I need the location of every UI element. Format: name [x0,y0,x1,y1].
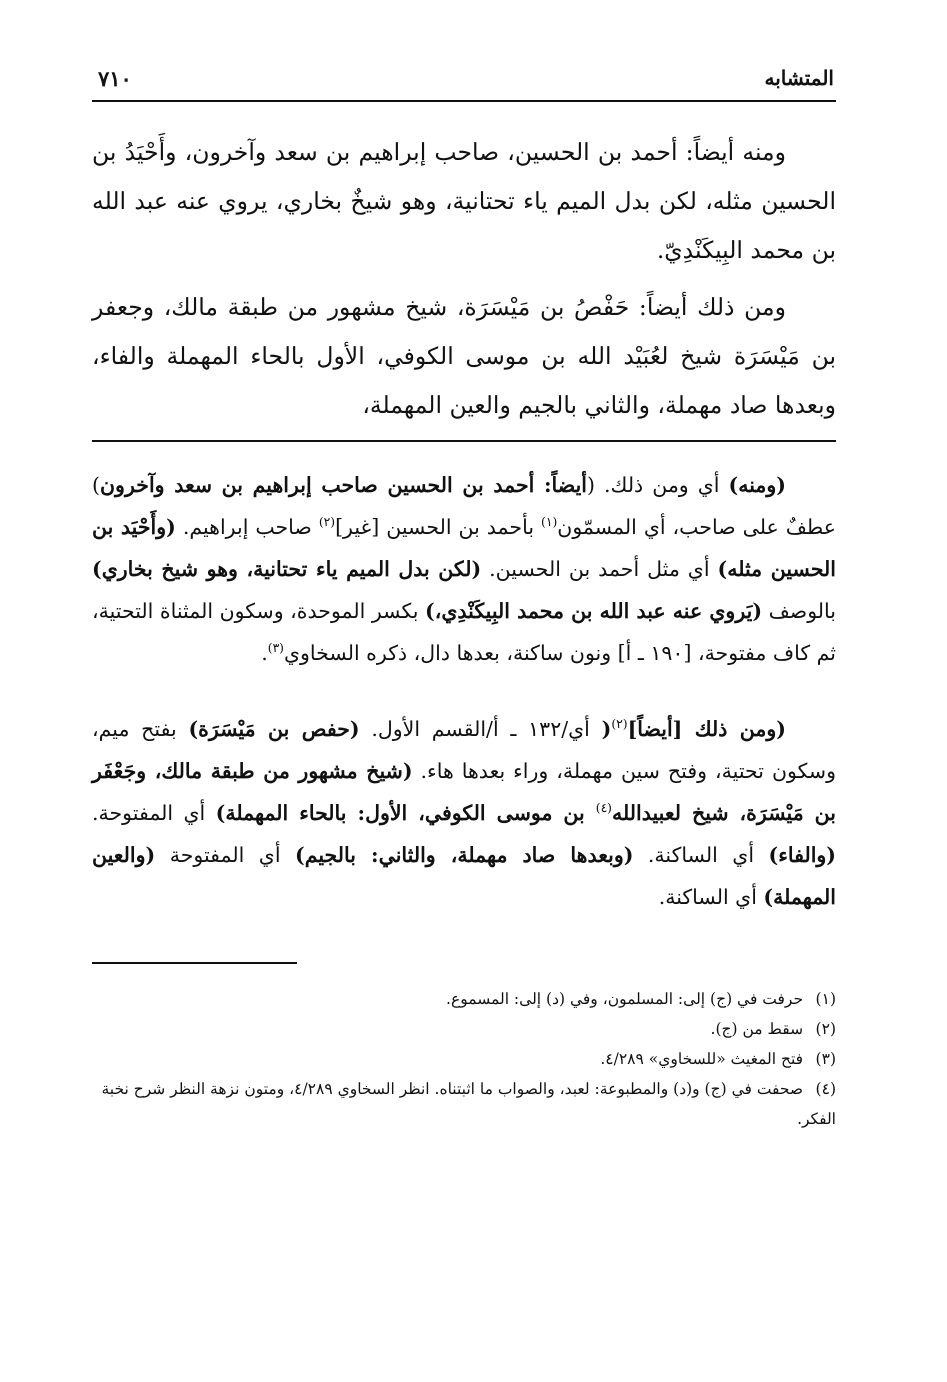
quoted-matn: (والعين المهملة) [92,843,836,909]
footnote-number: (٤) [815,1080,836,1098]
quoted-matn: (ومن ذلك [أيضاً] [627,717,786,741]
footnote [92,984,836,1014]
quoted-matn: بن موسى الكوفي، الأول: بالحاء المهملة) [215,801,596,825]
commentary-paragraph-2 [92,708,836,918]
footnote [92,1014,836,1044]
quoted-matn: ( [601,717,612,741]
commentary-text: أي مثل أحمد بن الحسين. [481,557,718,581]
commentary-paragraph-1 [92,464,836,674]
commentary-text: ) عطفٌ على صاحب، أي المسمّون [92,473,836,539]
footnotes [92,984,836,1134]
commentary-text: بالوصف [762,599,837,623]
footnote-text: فتح المغيث «للسخاوي» ٤/٢٨٩. [600,1050,808,1068]
quoted-matn: أيضاً: أحمد بن الحسين صاحب إبراهيم بن سعد وآخرون [100,473,587,497]
quoted-matn: (وأَحْيَد بن الحسين مثله) [92,515,837,581]
commentary-text: . [261,641,268,665]
footnote [92,1044,836,1074]
footnote-section [92,962,836,1134]
footnote-text: سقط من (ج). [710,1020,808,1038]
commentary-text: أي المفتوحة [155,843,295,867]
quoted-matn: (لكن بدل الميم ياء تحتانية، وهو شيخ بخاري) [92,557,482,581]
quoted-matn: (والفاء) [768,843,836,867]
quoted-matn: (وبعدها صاد مهملة، والثاني: بالجيم) [295,843,634,867]
commentary-text: بفتح ميم، وسكون تحتية، وفتح سين مهملة، وراء بعدها هاء. [92,717,836,783]
footnote-ref: (٢) [611,717,628,732]
commentary-text: بأحمد بن الحسين [غير] [335,515,542,539]
commentary-text: أي الساكنة. [658,885,764,909]
footnote-number: (٣) [815,1050,836,1068]
commentary-text: أي/١٣٢ ـ أ/القسم الأول. [359,717,602,741]
footnote-ref: (٢) [318,515,336,530]
commentary-text: أي المفتوحة. [92,801,216,825]
footnote-text: حرفت في (ج) إلى: المسلمون، وفي (د) إلى: المسموع. [446,990,808,1008]
text-divider [92,440,836,442]
quoted-matn: (ومنه) [728,473,786,497]
footnote-rule [92,962,297,964]
quoted-matn: (يَروي عنه عبد الله بن محمد البِيكَنْدِي،) [425,599,763,623]
main-paragraph-2: ومن ذلك أيضاً: حَفْصُ بن مَيْسَرَة، شيخ مشهور من طبقة مالك، وجعفر بن مَيْسَرَة شيخ لعُبَيْد الله بن موسى الكوفي، الأول بالحاء المهملة والفاء، وبعدها صاد مهملة، والثاني بالجيم والعين المهملة، [92,293,836,419]
footnote-ref: (٣) [267,641,284,656]
footnote [92,1074,836,1134]
footnote-number: (٢) [815,1020,836,1038]
commentary-text: صاحب إبراهيم. [175,515,319,539]
footnote-text: صحفت في (ج) و(د) والمطبوعة: لعبد، والصواب ما اثبتناه. انظر السخاوي ٤/٢٨٩، ومتون نزهة النظر شرح نخبة الفكر. [101,1080,836,1128]
running-head [92,60,836,102]
page-number: ٧١٠ [98,66,132,91]
main-paragraph-1: ومنه أيضاً: أحمد بن الحسين، صاحب إبراهيم بن سعد وآخرون، وأَحْيَدُ بن الحسين مثله، لكن بدل الميم ياء تحتانية، وهو شيخٌ بخاري، يروي عنه عبد الله بن محمد البِيكَنْدِيّ. [92,138,836,264]
footnote-ref: (٤) [595,801,612,816]
chapter-title: المتشابه [764,66,834,90]
quoted-matn: (حفص بن مَيْسَرَة) [188,717,360,741]
commentary [92,464,836,918]
footnote-ref: (١) [541,515,558,530]
footnote-number: (١) [815,990,836,1008]
main-text [92,128,836,430]
book-page [92,60,836,1360]
commentary-text: بكسر الموحدة، وسكون المثناة التحتية، ثم كاف مفتوحة، [١٩٠ ـ أ] ونون ساكنة، بعدها دال، ذكره السخاوي [92,599,836,665]
commentary-text: أي الساكنة. [633,843,769,867]
commentary-text: أي ومن ذلك. ( [586,473,729,497]
quoted-matn: (شيخ مشهور من طبقة مالك، وجَعْفَر بن مَيْسَرَة، شيخ لعبيدالله [92,759,836,825]
